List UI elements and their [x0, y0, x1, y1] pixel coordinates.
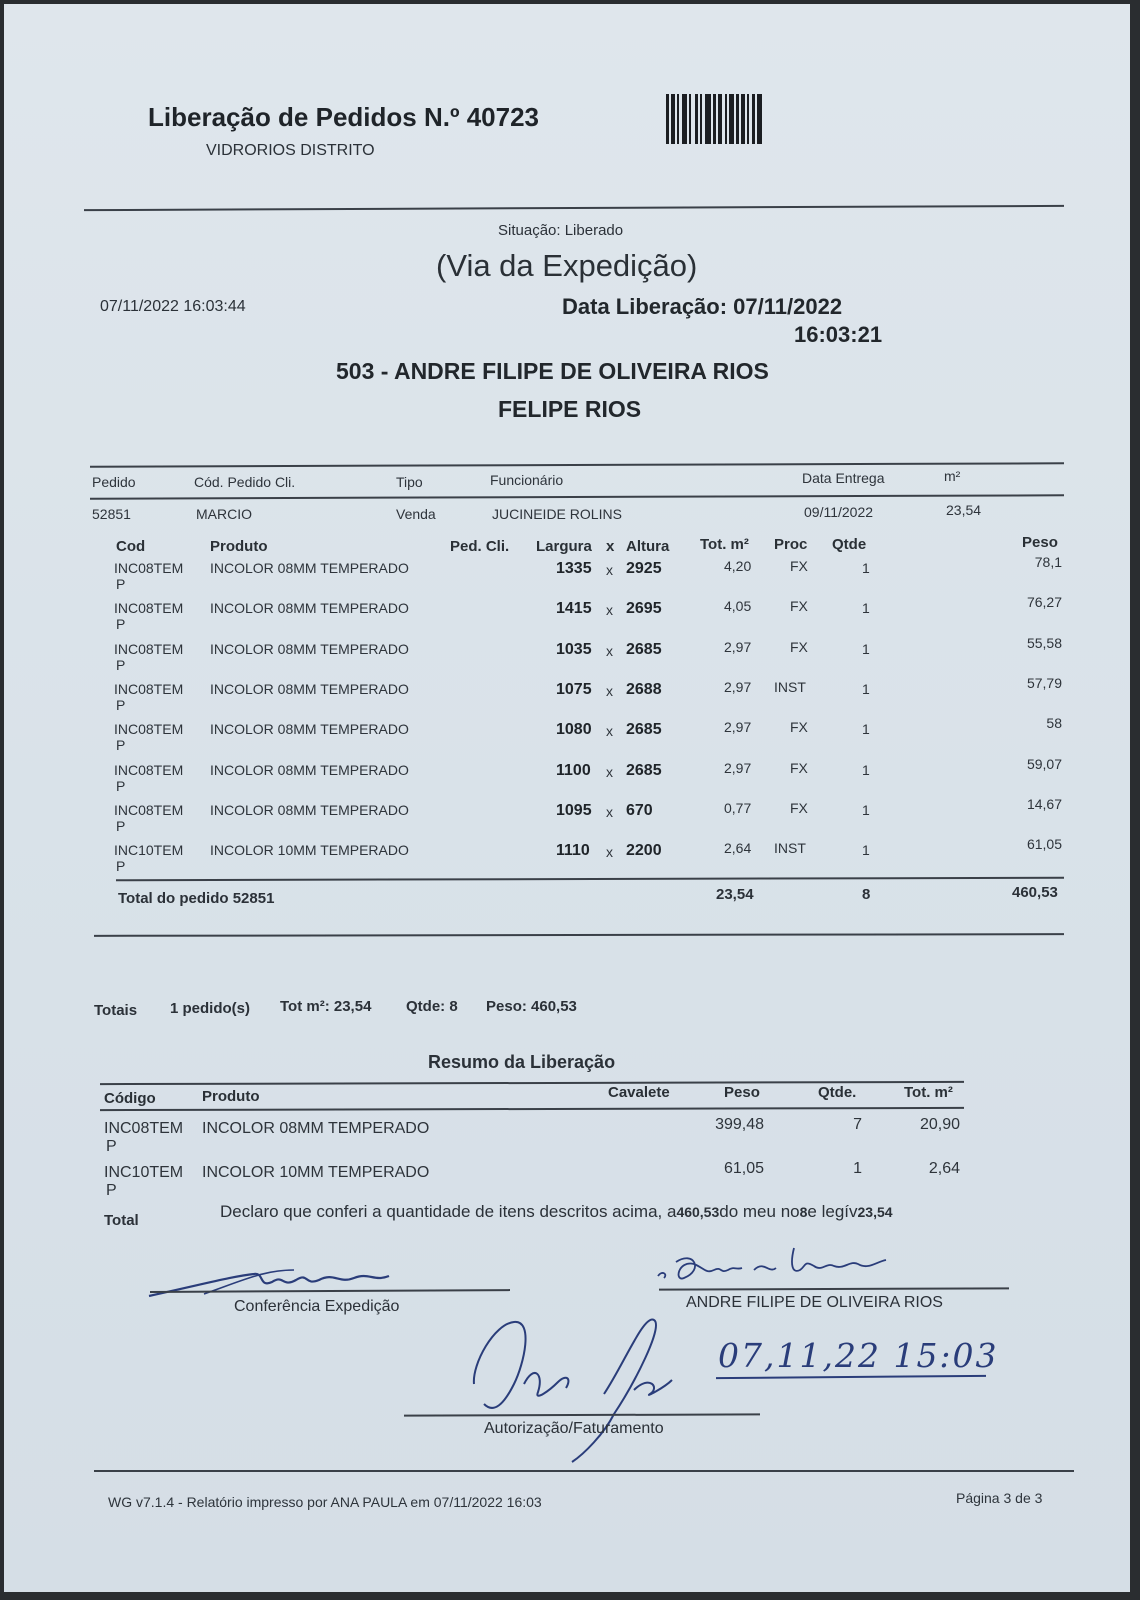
autorizacao-label: Autorização/Faturamento	[484, 1420, 664, 1437]
resumo-col-qtde: Qtde.	[818, 1084, 857, 1101]
divider	[84, 205, 1064, 211]
item-proc: INST	[774, 679, 806, 695]
item-proc: FX	[790, 639, 808, 655]
conferencia-label: Conferência Expedição	[234, 1298, 400, 1315]
item-tot-m2: 0,77	[724, 800, 752, 816]
item-tot-m2: 2,97	[724, 760, 752, 776]
item-x: x	[606, 562, 613, 578]
col-funcionario: Funcionário	[490, 472, 564, 488]
item-x: x	[606, 844, 613, 860]
item-cod: INC08TEM	[114, 681, 184, 697]
item-cod-suffix: P	[116, 576, 126, 592]
resumo-total-tot: 23,54	[857, 1204, 893, 1220]
resumo-produto: INCOLOR 10MM TEMPERADO	[202, 1164, 430, 1181]
item-cod-suffix: P	[116, 737, 126, 753]
totais-qtde: Qtde: 8	[406, 998, 458, 1015]
resumo-codigo-suffix: P	[106, 1138, 117, 1155]
item-qtde: 1	[862, 802, 870, 818]
order-data-entrega: 09/11/2022	[804, 504, 874, 520]
item-largura: 1335	[556, 560, 592, 577]
item-largura: 1095	[556, 802, 592, 819]
item-tot-m2: 2,97	[724, 639, 752, 655]
item-altura: 2685	[626, 762, 662, 779]
col-cod-pedido-cli: Cód. Pedido Cli.	[194, 474, 296, 490]
order-total-label: Total do pedido 52851	[118, 890, 275, 907]
resumo-peso: 399,48	[715, 1116, 764, 1133]
divider	[94, 1470, 1074, 1472]
barcode-bar	[762, 94, 764, 144]
handwritten-date: 07,11,22 15:03	[718, 1336, 999, 1375]
item-proc: FX	[790, 800, 808, 816]
item-cod: INC08TEM	[114, 721, 184, 737]
declaration-part1: Declaro que conferi a quantidade de itens descritos acima, a	[220, 1202, 677, 1221]
order-m2: 23,54	[946, 502, 982, 518]
item-cod-suffix: P	[116, 616, 126, 632]
item-altura: 2695	[626, 600, 662, 617]
item-produto: INCOLOR 08MM TEMPERADO	[210, 560, 409, 576]
resumo-col-tot: Tot. m²	[904, 1084, 953, 1101]
item-produto: INCOLOR 08MM TEMPERADO	[210, 600, 409, 616]
item-x: x	[606, 804, 613, 820]
item-cod: INC10TEM	[114, 842, 184, 858]
resumo-tot-m2: 2,64	[928, 1160, 960, 1177]
item-peso: 78,1	[1034, 554, 1062, 570]
resumo-qtde: 7	[853, 1116, 862, 1133]
item-qtde: 1	[862, 641, 870, 657]
col-pedido: Pedido	[92, 474, 136, 490]
items-col-largura: Largura	[536, 538, 592, 555]
item-cod: INC08TEM	[114, 802, 184, 818]
item-largura: 1080	[556, 721, 592, 738]
item-peso: 14,67	[1026, 796, 1062, 812]
item-produto: INCOLOR 08MM TEMPERADO	[210, 762, 409, 778]
totais-m2: Tot m²: 23,54	[280, 998, 372, 1015]
item-produto: INCOLOR 08MM TEMPERADO	[210, 721, 409, 737]
item-qtde: 1	[862, 721, 870, 737]
divider	[90, 494, 1064, 499]
item-produto: INCOLOR 08MM TEMPERADO	[210, 681, 409, 697]
item-qtde: 1	[862, 762, 870, 778]
item-qtde: 1	[862, 681, 870, 697]
item-cod-suffix: P	[116, 818, 126, 834]
resumo-total-label: Total	[104, 1212, 139, 1229]
items-col-x: x	[606, 538, 615, 555]
cliente-signature-label: ANDRE FILIPE DE OLIVEIRA RIOS	[686, 1294, 943, 1311]
resumo-qtde: 1	[853, 1160, 862, 1177]
item-tot-m2: 2,97	[724, 679, 752, 695]
declaration-part2: do meu no	[719, 1202, 800, 1221]
footer-left: WG v7.1.4 - Relatório impresso por ANA PAULA em 07/11/2022 16:03	[108, 1494, 542, 1510]
resumo-total-qtde: 8	[799, 1204, 808, 1220]
items-col-ped-cli: Ped. Cli.	[450, 538, 510, 555]
client-name: 503 - ANDRE FILIPE DE OLIVEIRA RIOS	[336, 358, 769, 384]
item-proc: FX	[790, 598, 808, 614]
item-qtde: 1	[862, 560, 870, 576]
item-tot-m2: 2,64	[724, 840, 752, 856]
item-altura: 670	[626, 802, 653, 819]
item-largura: 1110	[556, 842, 590, 859]
document-page	[4, 4, 1130, 1592]
item-cod-suffix: P	[116, 657, 126, 673]
item-proc: INST	[774, 840, 806, 856]
divider	[116, 877, 1064, 881]
order-cod-pedido-cli: MARCIO	[196, 506, 252, 522]
item-x: x	[606, 643, 613, 659]
status-situacao: Situação: Liberado	[498, 222, 624, 239]
items-col-qtde: Qtde	[832, 536, 867, 553]
resumo-col-cavalete: Cavalete	[608, 1084, 670, 1101]
resumo-total-peso: 460,53	[676, 1204, 720, 1220]
totais-pedidos: 1 pedido(s)	[170, 1000, 251, 1017]
item-peso: 55,58	[1026, 635, 1062, 651]
data-liberacao: Data Liberação: 07/11/2022	[562, 294, 843, 319]
declaration-text	[220, 1202, 893, 1222]
divider	[94, 933, 1064, 937]
resumo-peso: 61,05	[723, 1160, 764, 1177]
items-col-altura: Altura	[626, 538, 670, 555]
declaration-part3: e legív	[807, 1202, 858, 1221]
order-funcionario: JUCINEIDE ROLINS	[492, 506, 622, 522]
resumo-codigo-suffix: P	[106, 1182, 117, 1199]
item-peso: 59,07	[1026, 756, 1062, 772]
item-cod-suffix: P	[116, 697, 126, 713]
order-tipo: Venda	[396, 506, 436, 522]
items-col-proc: Proc	[774, 536, 808, 553]
item-proc: FX	[790, 760, 808, 776]
divider	[90, 462, 1064, 467]
item-altura: 2200	[626, 842, 662, 859]
item-cod-suffix: P	[116, 858, 126, 874]
barcode	[666, 94, 836, 144]
order-pedido: 52851	[92, 506, 131, 522]
item-tot-m2: 2,97	[724, 719, 752, 735]
item-proc: FX	[790, 719, 808, 735]
item-tot-m2: 4,05	[724, 598, 752, 614]
resumo-produto: INCOLOR 08MM TEMPERADO	[202, 1120, 430, 1137]
signature-autorizacao-icon	[454, 1304, 704, 1464]
resumo-col-peso: Peso	[724, 1084, 760, 1101]
item-largura: 1075	[556, 681, 592, 698]
item-produto: INCOLOR 08MM TEMPERADO	[210, 802, 409, 818]
totais-label: Totais	[94, 1002, 138, 1019]
data-liberacao-time: 16:03:21	[794, 322, 883, 347]
resumo-title: Resumo da Liberação	[428, 1052, 616, 1072]
via-label: (Via da Expedição)	[436, 248, 698, 283]
company-name: VIDRORIOS DISTRITO	[206, 142, 375, 159]
item-qtde: 1	[862, 842, 870, 858]
document-title: Liberação de Pedidos N.º 40723	[148, 102, 539, 132]
signature-conferencia-icon	[144, 1254, 424, 1304]
item-peso: 61,05	[1026, 836, 1062, 852]
item-largura: 1035	[556, 641, 592, 658]
item-x: x	[606, 764, 613, 780]
items-col-cod: Cod	[116, 538, 146, 555]
item-produto: INCOLOR 08MM TEMPERADO	[210, 641, 409, 657]
order-total-qtde: 8	[862, 886, 871, 903]
item-cod: INC08TEM	[114, 600, 184, 616]
item-peso: 58	[1046, 715, 1062, 731]
item-cod: INC08TEM	[114, 560, 184, 576]
item-cod-suffix: P	[116, 778, 126, 794]
print-datetime: 07/11/2022 16:03:44	[100, 298, 246, 315]
col-m2: m²	[944, 468, 961, 484]
resumo-col-produto: Produto	[202, 1088, 260, 1105]
item-largura: 1415	[556, 600, 592, 617]
item-x: x	[606, 723, 613, 739]
item-altura: 2685	[626, 641, 662, 658]
item-proc: FX	[790, 558, 808, 574]
client-nickname: FELIPE RIOS	[498, 396, 642, 422]
resumo-codigo: INC10TEM	[104, 1164, 184, 1181]
item-produto: INCOLOR 10MM TEMPERADO	[210, 842, 409, 858]
item-peso: 76,27	[1026, 594, 1062, 610]
signature-cliente-icon	[654, 1240, 914, 1290]
resumo-tot-m2: 20,90	[919, 1116, 960, 1133]
item-qtde: 1	[862, 600, 870, 616]
divider	[100, 1107, 964, 1111]
items-col-produto: Produto	[210, 538, 268, 555]
items-col-tot-m2: Tot. m²	[700, 536, 749, 553]
item-altura: 2925	[626, 560, 662, 577]
item-altura: 2685	[626, 721, 662, 738]
page-number: Página 3 de 3	[956, 1490, 1043, 1506]
item-cod: INC08TEM	[114, 762, 184, 778]
order-total-m2: 23,54	[716, 886, 754, 903]
items-col-peso: Peso	[1022, 534, 1058, 551]
resumo-codigo: INC08TEM	[104, 1120, 184, 1137]
totais-peso: Peso: 460,53	[486, 998, 577, 1015]
item-cod: INC08TEM	[114, 641, 184, 657]
resumo-col-codigo: Código	[104, 1090, 156, 1107]
item-largura: 1100	[556, 762, 591, 779]
item-x: x	[606, 602, 613, 618]
col-tipo: Tipo	[396, 474, 423, 490]
item-peso: 57,79	[1026, 675, 1062, 691]
order-total-peso: 460,53	[1012, 884, 1058, 901]
item-altura: 2688	[626, 681, 662, 698]
item-x: x	[606, 683, 613, 699]
handwritten-underline	[716, 1375, 986, 1379]
col-data-entrega: Data Entrega	[802, 470, 885, 486]
item-tot-m2: 4,20	[724, 558, 752, 574]
